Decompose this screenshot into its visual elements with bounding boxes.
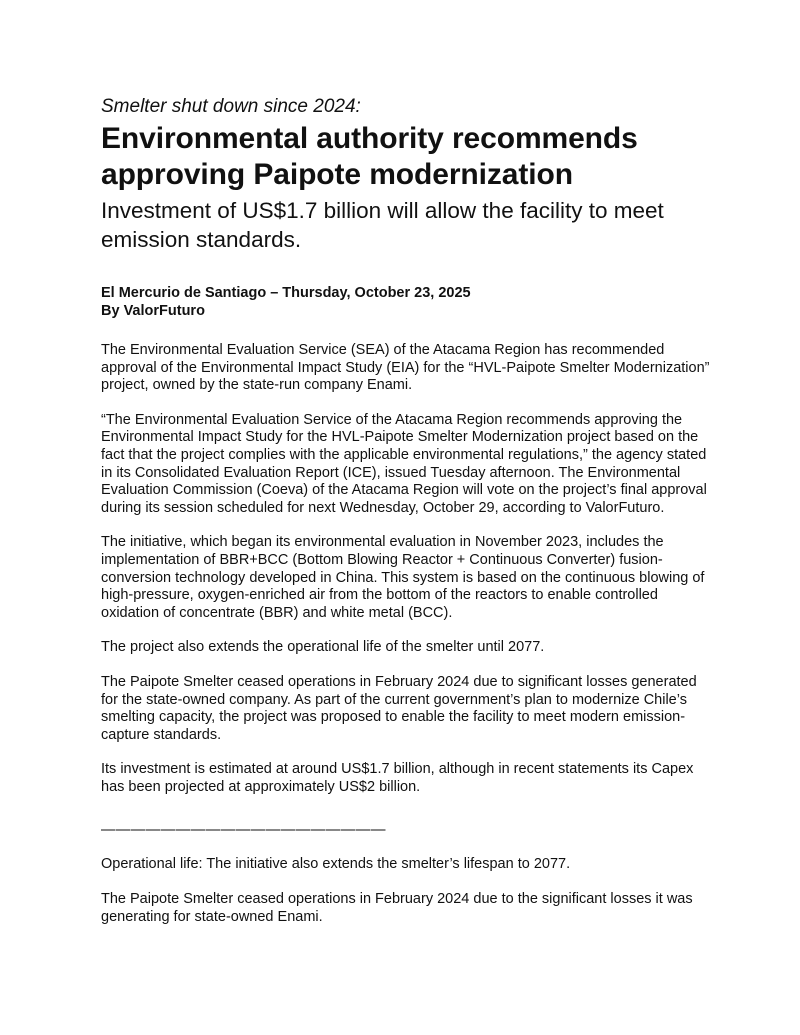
article-body — [101, 342, 711, 926]
paragraph: The Paipote Smelter ceased operations in February 2024 due to significant losses generated for the state-owned company. As part of the current government’s plan to modernize Chile’s smelting capacity, the project was proposed to enable the facility to meet modern emission-capture standards. — [101, 673, 697, 743]
article — [101, 96, 711, 943]
paragraph: The project also extends the operational life of the smelter until 2077. — [101, 639, 545, 656]
subheadline: Investment of US$1.7 billion will allow the facility to meet emission standards. — [101, 198, 664, 252]
note-paragraph: Operational life: The initiative also extends the smelter’s lifespan to 2077. — [101, 856, 571, 873]
paragraph: “The Environmental Evaluation Service of the Atacama Region recommends approving the Environmental Impact Study for the HVL-Paipote Smelter Modernization project based on the fact that the project complies with the applicable environmental regulations,” the agency stated in its Consolidated Evaluation Report (ICE), issued Tuesday afternoon. The Environmental Evaluation Commission (Coeva) of the Atacama Region will vote on the project’s final approval during its session scheduled for next Wednesday, October 29, according to ValorFuturo. — [101, 411, 707, 516]
paragraph: Its investment is estimated at around US$1.7 billion, although in recent statements its Capex has been projected at approximately US$2 billion. — [101, 761, 694, 795]
kicker: Smelter shut down since 2024: — [101, 96, 361, 117]
separator-line: ——————————————————— — [101, 822, 386, 839]
paragraph: The initiative, which began its environmental evaluation in November 2023, includes the implementation of BBR+BCC (Bottom Blowing Reactor + Continuous Converter) fusion-conversion technology developed in China. This system is based on the continuous blowing of high-pressure, oxygen-enriched air from the bottom of the reactors to enable controlled oxidation of concentrate (BBR) and white metal (BCC). — [101, 534, 705, 621]
byline — [101, 284, 711, 320]
source-line: El Mercurio de Santiago – Thursday, October 23, 2025 — [101, 285, 471, 301]
author-line: By ValorFuturo — [101, 303, 205, 319]
paragraph: The Environmental Evaluation Service (SEA) of the Atacama Region has recommended approval of the Environmental Impact Study (EIA) for the “HVL-Paipote Smelter Modernization” project, owned by the state-run company Enami. — [101, 342, 710, 394]
headline: Environmental authority recommends approving Paipote modernization — [101, 122, 638, 191]
note-paragraph: The Paipote Smelter ceased operations in February 2024 due to the significant losses it was generating for state-owned Enami. — [101, 891, 693, 925]
